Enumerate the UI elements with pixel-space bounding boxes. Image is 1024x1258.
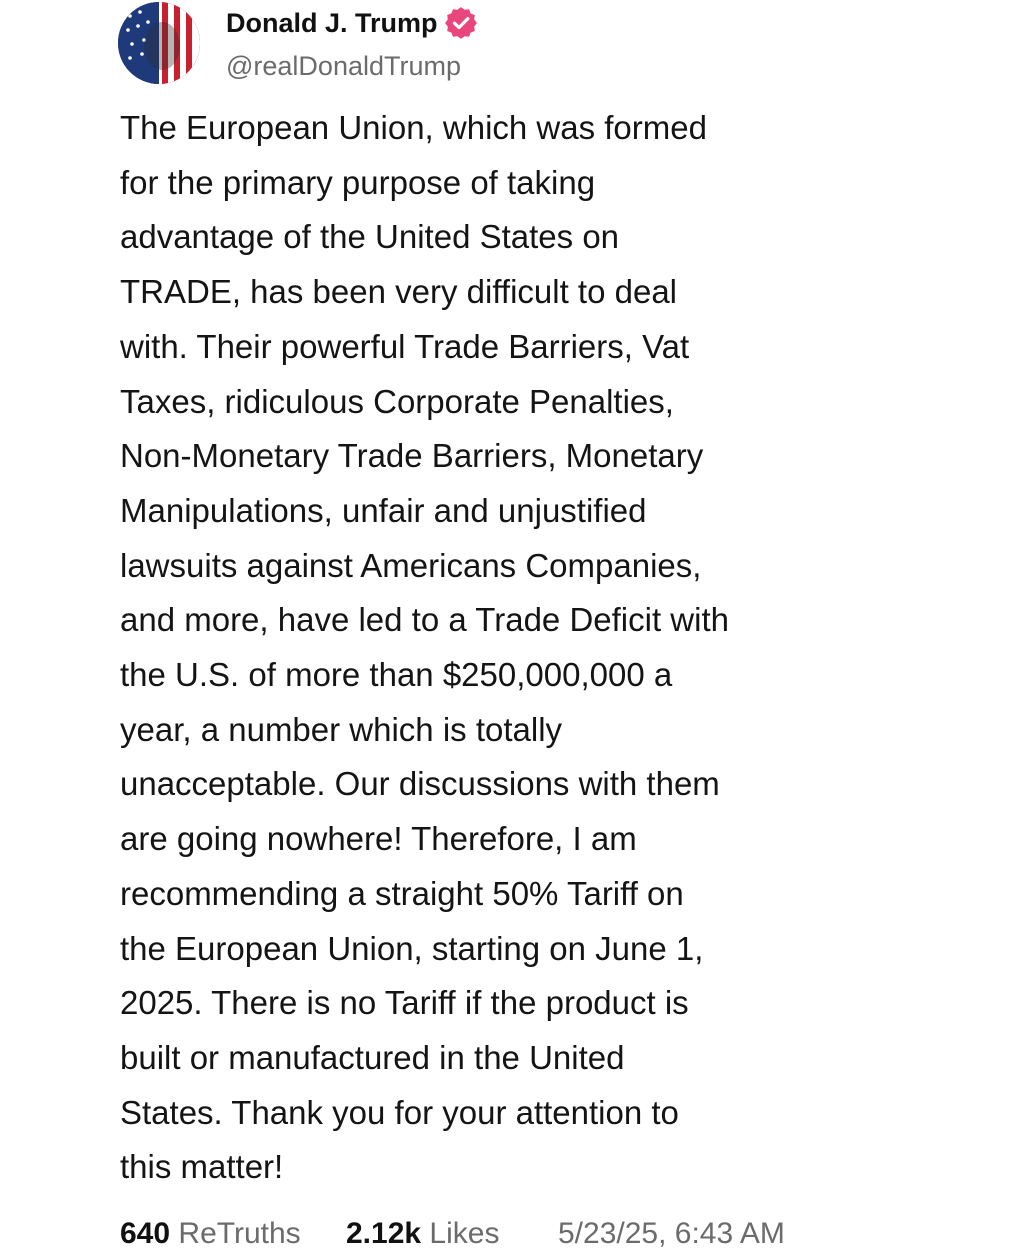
post-text-line: the U.S. of more than $250,000,000 a — [120, 656, 673, 694]
post-text-line: Manipulations, unfair and unjustified — [120, 491, 647, 529]
post-text-line: unacceptable. Our discussions with them — [120, 765, 720, 803]
post-text-line: Taxes, ridiculous Corporate Penalties, — [120, 382, 674, 420]
post-text-line: with. Their powerful Trade Barriers, Vat — [120, 327, 690, 365]
post-text-line: States. Thank you for your attention to — [120, 1093, 679, 1131]
likes-count: 2.12k — [346, 1217, 422, 1250]
post-text-line: recommending a straight 50% Tariff on — [120, 874, 684, 912]
retruths-count: 640 — [120, 1217, 171, 1250]
post-text-line: 2025. There is no Tariff if the product is — [120, 984, 689, 1022]
post-text-line: lawsuits against Americans Companies, — [120, 546, 702, 584]
post-text-line: advantage of the United States on — [120, 218, 620, 256]
avatar-image — [118, 2, 200, 84]
post-text-line: Non-Monetary Trade Barriers, Monetary — [120, 437, 704, 475]
post-text-line: year, a number which is totally — [120, 710, 563, 748]
likes-stat[interactable] — [346, 1212, 499, 1256]
verified-badge-icon — [445, 7, 477, 39]
post-text-line: are going nowhere! Therefore, I am — [120, 820, 637, 858]
avatar[interactable] — [118, 2, 200, 84]
author-handle[interactable]: @realDonaldTrump — [226, 51, 461, 81]
retruths-stat[interactable] — [120, 1212, 301, 1256]
post-text-line: for the primary purpose of taking — [120, 163, 596, 201]
post-text-line: The European Union, which was formed — [120, 109, 707, 146]
retruths-label: ReTruths — [178, 1217, 301, 1250]
post-timestamp[interactable]: 5/23/25, 6:43 AM — [558, 1217, 785, 1250]
post-text-line: built or manufactured in the United — [120, 1038, 625, 1076]
post-text-line: TRADE, has been very difficult to deal — [120, 273, 678, 311]
post-text-line: this matter! — [120, 1148, 284, 1186]
likes-label: Likes — [429, 1217, 500, 1250]
post-body — [120, 101, 860, 1195]
post-text-line: and more, have led to a Trade Deficit with — [120, 601, 729, 639]
post-text-line: the European Union, starting on June 1, — [120, 929, 704, 967]
author-display-name[interactable]: Donald J. Trump — [226, 8, 438, 38]
